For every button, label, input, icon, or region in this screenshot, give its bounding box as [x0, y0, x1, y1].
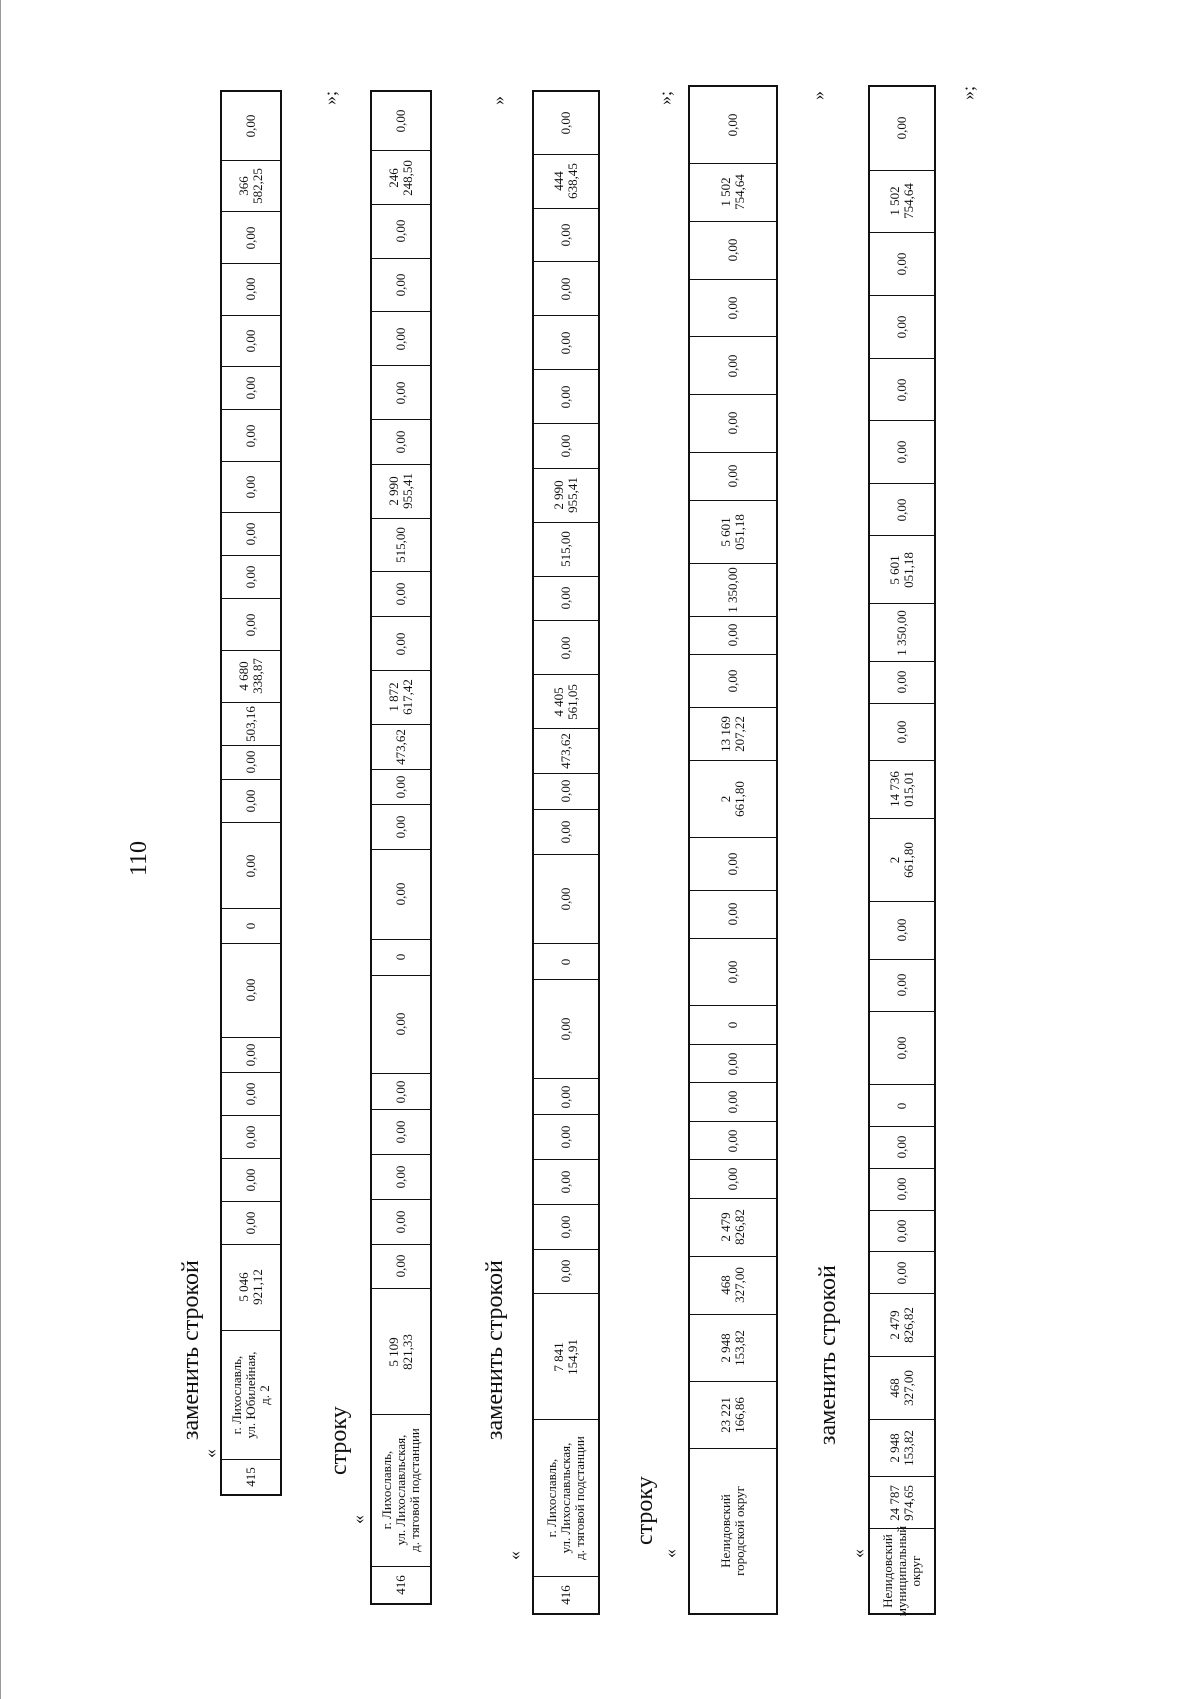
- table-cell: [534, 810, 598, 855]
- table-cell: [372, 465, 430, 519]
- cell-value: 0,00: [558, 385, 573, 408]
- cell-value: 0,00: [725, 1167, 740, 1191]
- close-quote: »: [488, 96, 508, 105]
- cell-value: 415: [243, 1467, 258, 1487]
- table-cell: [690, 708, 776, 761]
- cell-value: 0,00: [243, 789, 258, 813]
- table-cell: [372, 519, 430, 573]
- cell-value: 2 661,80: [718, 781, 747, 817]
- table-cell: [690, 87, 776, 164]
- cell-value: 1 872 617,42: [386, 679, 415, 716]
- instruction-label: строку: [326, 1406, 352, 1475]
- cell-value: 0,00: [558, 636, 573, 660]
- table-cell: [690, 1006, 776, 1045]
- cell-value: 0,00: [393, 1120, 408, 1144]
- table-cell: [222, 746, 280, 780]
- table-cell: [870, 536, 934, 604]
- cell-value: 0,00: [725, 1090, 740, 1114]
- table-row-block: [220, 90, 282, 1496]
- cell-value: 1 350,00: [894, 609, 909, 656]
- instruction-label: строку: [632, 1476, 658, 1545]
- table-cell: [870, 1294, 934, 1357]
- cell-value: 0,00: [558, 277, 573, 301]
- table-cell: [690, 939, 776, 1006]
- cell-value: 468 327,00: [718, 1267, 747, 1304]
- table-cell: [372, 805, 430, 850]
- cell-value: 0,00: [725, 960, 740, 984]
- cell-value: 468 327,00: [887, 1369, 916, 1406]
- cell-value: 0,00: [243, 376, 258, 400]
- cell-value: 0,00: [725, 623, 740, 647]
- cell-value: 0,00: [558, 820, 573, 844]
- table-cell: [372, 1110, 430, 1155]
- cell-value: 0,00: [725, 669, 740, 693]
- cell-value: 0,00: [894, 1219, 909, 1243]
- cell-value: 0,00: [894, 1036, 909, 1060]
- open-quote: «: [200, 1449, 220, 1458]
- cell-value: 2 990 955,41: [386, 473, 415, 510]
- cell-value: 0,00: [725, 296, 740, 320]
- cell-value: 0,00: [558, 1017, 573, 1041]
- table-cell: [870, 819, 934, 903]
- table-cell: [870, 761, 934, 818]
- cell-value: 0,00: [894, 252, 909, 276]
- table-cell: [690, 1160, 776, 1199]
- table-cell: [690, 1315, 776, 1382]
- table-cell: [222, 944, 280, 1039]
- cell-value: 0,00: [894, 1177, 909, 1201]
- cell-value: 473,62: [558, 733, 573, 769]
- table-cell: [372, 1245, 430, 1290]
- cell-value: 2 990 955,41: [551, 477, 580, 514]
- cell-value: 2 948 153,82: [718, 1329, 747, 1366]
- cell-value: 246 248,50: [386, 159, 415, 196]
- cell-value: 0,00: [725, 412, 740, 435]
- open-quote: «: [504, 1551, 524, 1560]
- cell-value: 0,00: [393, 1165, 408, 1189]
- table-cell: [534, 1577, 598, 1613]
- table-row-block: [370, 90, 432, 1605]
- cell-value: 7 841 154,91: [551, 1338, 580, 1375]
- cell-value: 0,00: [894, 116, 909, 140]
- cell-value: 0,00: [393, 327, 408, 351]
- table-cell: [534, 1420, 598, 1577]
- cell-value: 0: [725, 1021, 740, 1029]
- cell-value: 503,16: [243, 705, 258, 742]
- cell-value: 0,00: [558, 1085, 573, 1108]
- cell-value: 0,00: [243, 523, 258, 546]
- table-cell: [690, 453, 776, 501]
- table-cell: [372, 940, 430, 976]
- table-cell: [534, 92, 598, 155]
- table-cell: [534, 523, 598, 577]
- open-quote: «: [848, 1549, 868, 1558]
- table-cell: [372, 92, 430, 151]
- cell-value: 0,00: [558, 1170, 573, 1194]
- table-cell: [372, 312, 430, 366]
- open-quote: «: [348, 1515, 368, 1524]
- table-cell: [222, 823, 280, 909]
- cell-value: 5 046 921,12: [236, 1269, 265, 1305]
- cell-value: 0,00: [243, 226, 258, 250]
- table-cell: [372, 572, 430, 617]
- table-cell: [534, 1115, 598, 1160]
- cell-value: 0,00: [894, 378, 909, 401]
- table-cell: [534, 1294, 598, 1420]
- table-cell: [870, 171, 934, 234]
- close-quote: »;: [958, 85, 978, 100]
- cell-value: 4 405 561,05: [551, 683, 580, 720]
- table-cell: [690, 280, 776, 338]
- cell-value: 0,00: [243, 114, 258, 138]
- table-cell: [870, 1420, 934, 1477]
- cell-value: Нелидовский городской округ: [718, 1486, 747, 1577]
- cell-value: 0,00: [558, 111, 573, 135]
- table-cell: [870, 662, 934, 704]
- cell-value: 4 680 338,87: [236, 658, 265, 695]
- table-cell: [534, 209, 598, 263]
- table-cell: [222, 780, 280, 823]
- table-cell: [870, 1252, 934, 1294]
- table-cell: [372, 259, 430, 313]
- cell-value: 0,00: [393, 1013, 408, 1036]
- table-cell: [870, 296, 934, 359]
- cell-value: 0,00: [243, 277, 258, 301]
- table-cell: [372, 725, 430, 770]
- cell-value: 0: [558, 958, 573, 966]
- table-cell: [372, 1567, 430, 1603]
- table-cell: [870, 421, 934, 484]
- cell-value: 2 661,80: [887, 842, 916, 878]
- cell-value: 24 787 974,65: [887, 1484, 916, 1521]
- table-cell: [222, 599, 280, 651]
- table-cell: [690, 1083, 776, 1122]
- cell-value: 14 736 015,01: [887, 771, 916, 808]
- table-cell: [870, 604, 934, 661]
- cell-value: 0,00: [725, 465, 740, 488]
- cell-value: 515,00: [393, 527, 408, 563]
- table-cell: [534, 774, 598, 810]
- cell-value: 0,00: [393, 1255, 408, 1278]
- table-cell: [534, 424, 598, 469]
- cell-value: 0,00: [558, 780, 573, 803]
- table-cell: [222, 1038, 280, 1072]
- cell-value: 1 502 754,64: [718, 174, 747, 211]
- cell-value: 416: [393, 1575, 408, 1595]
- table-cell: [372, 366, 430, 420]
- page-edge: [0, 0, 1, 1699]
- table-cell: [870, 902, 934, 959]
- cell-value: 0,00: [725, 113, 740, 137]
- table-cell: [372, 770, 430, 806]
- table-cell: [690, 761, 776, 838]
- cell-value: 0,00: [393, 381, 408, 404]
- table-cell: [690, 564, 776, 617]
- cell-value: 0,00: [243, 1043, 258, 1067]
- cell-value: 0,00: [393, 815, 408, 839]
- close-quote: »;: [320, 90, 340, 105]
- table-cell: [690, 838, 776, 891]
- table-cell: [690, 1045, 776, 1084]
- cell-value: 1 502 754,64: [887, 183, 916, 220]
- cell-value: 5 601 051,18: [887, 552, 916, 588]
- table-cell: [870, 1477, 934, 1529]
- cell-value: 0,00: [558, 587, 573, 610]
- cell-value: 0,00: [558, 1215, 573, 1238]
- table-cell: [690, 337, 776, 395]
- cell-value: г. Лихославль, ул. Лихославльская, д. тяговой подстанции: [379, 1428, 422, 1553]
- cell-value: 0,00: [393, 775, 408, 799]
- table-cell: [372, 151, 430, 205]
- table-cell: [534, 1205, 598, 1250]
- table-cell: [222, 212, 280, 264]
- page-number: 110: [126, 840, 153, 877]
- cell-value: 444 638,45: [551, 163, 580, 200]
- table-cell: [690, 1449, 776, 1613]
- table-cell: [870, 359, 934, 422]
- cell-value: 0,00: [725, 238, 740, 262]
- cell-value: 0,00: [393, 109, 408, 133]
- table-cell: [690, 655, 776, 708]
- cell-value: 0,00: [894, 1135, 909, 1159]
- table-cell: [534, 729, 598, 774]
- table-cell: [222, 1073, 280, 1116]
- table-cell: [222, 1331, 280, 1460]
- cell-value: 0: [894, 1102, 909, 1109]
- cell-value: 0,00: [894, 670, 909, 694]
- table-cell: [690, 1122, 776, 1161]
- table-cell: [870, 1211, 934, 1253]
- table-cell: [690, 1382, 776, 1449]
- cell-value: 0,00: [894, 919, 909, 942]
- table-cell: [534, 621, 598, 675]
- cell-value: 0,00: [393, 1210, 408, 1233]
- table-cell: [372, 671, 430, 725]
- cell-value: 0: [243, 922, 258, 930]
- table-cell: [690, 501, 776, 564]
- table-cell: [870, 1127, 934, 1169]
- cell-value: 0,00: [243, 1125, 258, 1148]
- instruction-label: заменить строкой: [815, 1265, 841, 1445]
- instruction-label: заменить строкой: [482, 1260, 508, 1440]
- table-cell: [534, 262, 598, 316]
- table-cell: [534, 316, 598, 370]
- cell-value: 0,00: [393, 219, 408, 243]
- cell-value: 0,00: [243, 854, 258, 877]
- table-cell: [534, 855, 598, 945]
- table-cell: [690, 891, 776, 939]
- table-cell: [222, 161, 280, 213]
- table-cell: [534, 469, 598, 523]
- table-cell: [870, 704, 934, 761]
- table-cell: [222, 1159, 280, 1202]
- cell-value: 0,00: [243, 566, 258, 589]
- table-cell: [372, 205, 430, 259]
- table-cell: [870, 233, 934, 296]
- table-cell: [534, 370, 598, 424]
- cell-value: 0,00: [243, 613, 258, 637]
- table-cell: [222, 92, 280, 161]
- table-cell: [534, 1160, 598, 1205]
- cell-value: 13 169 207,22: [718, 716, 747, 752]
- cell-value: 0,00: [243, 424, 258, 447]
- cell-value: 0,00: [725, 903, 740, 926]
- table-cell: [222, 1116, 280, 1159]
- table-cell: [372, 850, 430, 940]
- table-cell: [870, 87, 934, 171]
- cell-value: 0,00: [243, 1211, 258, 1234]
- table-cell: [222, 909, 280, 943]
- cell-value: 0: [393, 953, 408, 961]
- table-cell: [690, 395, 776, 453]
- cell-value: 0,00: [558, 223, 573, 247]
- cell-value: 0,00: [243, 978, 258, 1002]
- cell-value: 473,62: [393, 728, 408, 765]
- table-cell: [222, 264, 280, 316]
- cell-value: 0,00: [558, 1125, 573, 1149]
- table-cell: [690, 222, 776, 280]
- cell-value: 0,00: [243, 329, 258, 353]
- table-cell: [222, 462, 280, 514]
- table-cell: [870, 1085, 934, 1127]
- table-row-block: [868, 85, 936, 1615]
- table-cell: [222, 1460, 280, 1494]
- table-cell: [372, 1415, 430, 1567]
- cell-value: 5 601 051,18: [718, 513, 747, 550]
- cell-value: 2 948 153,82: [887, 1429, 916, 1466]
- cell-value: 23 221 166,86: [718, 1397, 747, 1433]
- table-cell: [222, 316, 280, 368]
- cell-value: 0,00: [894, 498, 909, 522]
- table-cell: [222, 367, 280, 410]
- table-cell: [372, 420, 430, 465]
- table-cell: [372, 617, 430, 671]
- cell-value: г. Лихославль, ул. Лихославльская, д. тяговой подстанции: [544, 1436, 587, 1560]
- table-cell: [534, 1250, 598, 1295]
- cell-value: 0,00: [393, 883, 408, 906]
- cell-value: 0,00: [558, 434, 573, 458]
- cell-value: 0,00: [558, 1260, 573, 1283]
- close-quote: »;: [655, 90, 675, 105]
- cell-value: 416: [558, 1585, 573, 1605]
- table-cell: [222, 513, 280, 556]
- table-cell: [690, 1257, 776, 1315]
- table-cell: [870, 1012, 934, 1085]
- cell-value: 1 350,00: [725, 566, 740, 613]
- cell-value: г. Лихославль, ул. Юбилейная, д. 2: [229, 1351, 272, 1439]
- cell-value: 0,00: [393, 430, 408, 454]
- table-cell: [534, 1079, 598, 1115]
- cell-value: 0,00: [894, 315, 909, 339]
- table-cell: [372, 1155, 430, 1200]
- table-cell: [690, 1199, 776, 1257]
- cell-value: 0,00: [725, 354, 740, 378]
- table-cell: [534, 577, 598, 622]
- cell-value: 515,00: [558, 531, 573, 567]
- table-cell: [372, 1289, 430, 1414]
- cell-value: 0,00: [393, 582, 408, 606]
- table-cell: [534, 980, 598, 1079]
- table-cell: [870, 960, 934, 1012]
- cell-value: 0,00: [243, 751, 258, 774]
- cell-value: 0,00: [725, 1052, 740, 1076]
- table-cell: [222, 410, 280, 462]
- cell-value: 0,00: [393, 273, 408, 297]
- table-cell: [222, 1202, 280, 1245]
- table-cell: [372, 976, 430, 1075]
- instruction-label: заменить строкой: [178, 1260, 204, 1440]
- cell-value: 366 582,25: [236, 168, 265, 204]
- cell-value: 0,00: [725, 1129, 740, 1153]
- cell-value: 0,00: [393, 1080, 408, 1104]
- cell-value: Нелидовский муниципальный округ: [880, 1525, 923, 1617]
- table-cell: [870, 484, 934, 536]
- table-cell: [870, 1357, 934, 1420]
- cell-value: 0,00: [725, 852, 740, 876]
- table-cell: [222, 556, 280, 599]
- cell-value: 0,00: [558, 887, 573, 911]
- cell-value: 0,00: [243, 1082, 258, 1105]
- table-cell: [534, 944, 598, 980]
- table-cell: [372, 1074, 430, 1110]
- cell-value: 0,00: [894, 1261, 909, 1285]
- table-row-block: [688, 85, 778, 1615]
- table-cell: [222, 1245, 280, 1331]
- cell-value: 2 479 826,82: [718, 1209, 747, 1246]
- cell-value: 0,00: [894, 973, 909, 997]
- close-quote: »: [808, 91, 828, 100]
- cell-value: 0,00: [558, 331, 573, 355]
- cell-value: 5 109 821,33: [386, 1333, 415, 1370]
- cell-value: 0,00: [894, 720, 909, 744]
- table-cell: [534, 155, 598, 209]
- open-quote: «: [660, 1549, 680, 1558]
- cell-value: 0,00: [243, 475, 258, 499]
- cell-value: 2 479 826,82: [887, 1307, 916, 1343]
- table-row-block: [532, 90, 600, 1615]
- table-cell: [870, 1169, 934, 1211]
- table-cell: [372, 1200, 430, 1245]
- cell-value: 0,00: [894, 440, 909, 464]
- table-cell: [870, 1525, 934, 1617]
- table-cell: [690, 164, 776, 222]
- table-cell: [222, 651, 280, 703]
- cell-value: 0,00: [243, 1168, 258, 1191]
- cell-value: 0,00: [393, 632, 408, 655]
- table-cell: [534, 675, 598, 729]
- table-cell: [690, 617, 776, 656]
- table-cell: [222, 703, 280, 746]
